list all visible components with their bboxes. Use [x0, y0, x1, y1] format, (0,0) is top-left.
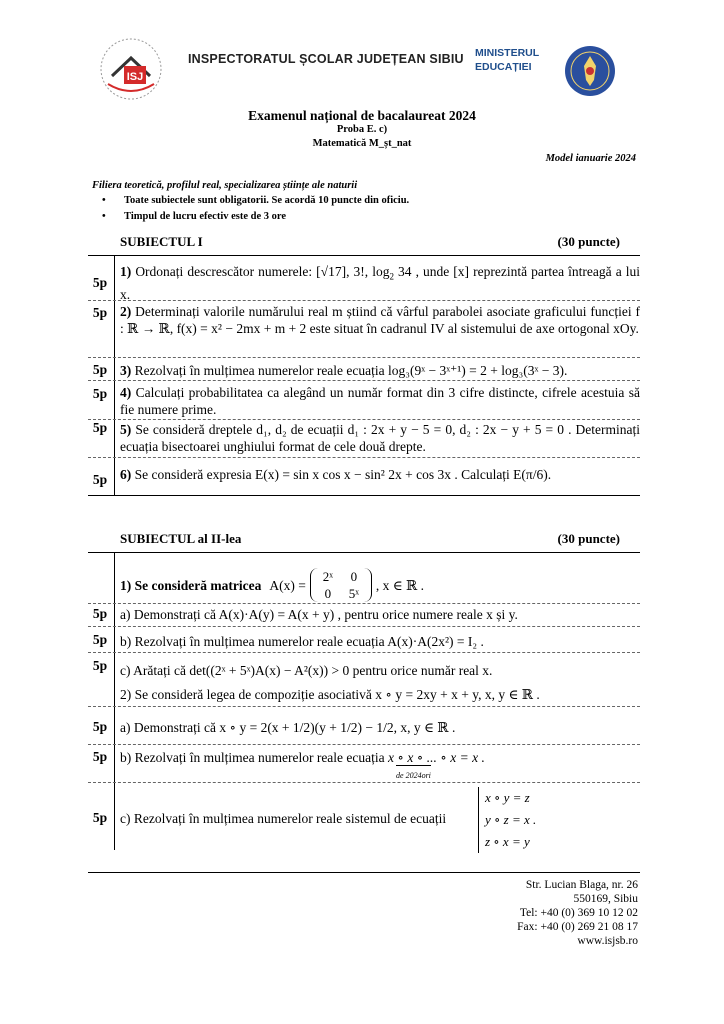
item-points: 5p	[92, 810, 108, 825]
matrix-cell: 5ˣ	[348, 586, 359, 601]
repeated-composition	[388, 749, 485, 780]
equation-system	[478, 787, 536, 853]
subject2-item-2b	[120, 749, 640, 780]
divider	[88, 744, 640, 745]
system-eq: y ∘ z = x .	[485, 812, 537, 827]
bullet-text: Timpul de lucru efectiv este de 3 ore	[124, 211, 287, 222]
subject1-points: (30 puncte)	[557, 234, 620, 249]
subject1-item-5: 5) Se consideră dreptele d₁, d₂ de ecuații d₁ : 2x + y − 5 = 0, d₂ : 2x − y + 5 = 0 . Determinați ecuația bisectoarei unghiului format de cele două drepte.	[120, 422, 641, 454]
subject1-item-1: 1) Ordonați descrescător numerele: [√17], 3!, $\log_2 34$ , unde [x] reprezintă partea întreagă a lui x.	[120, 264, 641, 302]
bullet-text: Toate subiectele sunt obligatorii. Se acordă 10 puncte din oficiu.	[124, 195, 410, 206]
item-points: 5p	[92, 386, 108, 401]
institution-name: INSPECTORATUL ȘCOLAR JUDEȚEAN SIBIU	[188, 52, 464, 66]
divider	[88, 457, 640, 458]
svg-text:ISJ: ISJ	[126, 71, 144, 83]
intro-text: 1) Se consideră matricea	[120, 577, 262, 593]
exam-subject	[0, 138, 724, 149]
subject1-title: SUBIECTUL I	[120, 234, 203, 249]
isj-logo	[98, 36, 164, 102]
divider	[88, 652, 640, 653]
composition-expr: x ∘ x ∘ ... ∘ x = x .	[388, 750, 485, 765]
subject1-points-column-rule	[114, 255, 115, 495]
filiera-text: Filiera teoretică, profilul real, specializarea științe ale naturii	[92, 180, 358, 191]
matrix-cell: 0	[350, 569, 358, 584]
footer-line: Fax: +40 (0) 269 21 08 17	[517, 921, 638, 933]
item-points: 5p	[92, 362, 108, 377]
subject2-intro-2: 2) Se consideră legea de compoziție asociativă x ∘ y = 2xy + x + y, x, y ∈ ℝ .	[120, 687, 540, 702]
subject2-top-rule	[88, 552, 640, 553]
instruction-bullet-1: • Toate subiectele sunt obligatorii. Se acordă 10 puncte din oficiu.	[102, 195, 410, 206]
divider	[88, 300, 640, 301]
footer-rule	[88, 872, 640, 873]
ministry-name	[475, 46, 539, 74]
divider	[88, 603, 640, 604]
divider	[88, 706, 640, 707]
item-points: 5p	[92, 420, 108, 435]
divider	[88, 380, 640, 381]
subject2-points: (30 puncte)	[557, 531, 620, 546]
composition-underbrace-label: de 2024ori	[396, 765, 431, 784]
instruction-bullet-2: • Timpul de lucru efectiv este de 3 ore	[102, 211, 287, 222]
subject1-item-2: 2) Determinați valorile numărului real m știind că vârful parabolei asociate graficului funcției f : ℝ → ℝ, f(x) = x² − 2mx + m + 2 este situat în cadranul IV al sistemului de axe ortogonal xOy.	[120, 304, 640, 336]
item-points: 5p	[92, 749, 108, 764]
item-points: 5p	[92, 275, 108, 290]
subject2-item-1b: b) Rezolvați în mulțimea numerelor reale ecuația A(x)·A(2x²) = I₂ .	[120, 634, 484, 649]
subject1-item-3: 3) Rezolvați în mulțimea numerelor reale ecuația log₃(9ˣ − 3ˣ⁺¹) = 2 + log₃(3ˣ − 3).	[120, 363, 568, 378]
exam-subject-text: Matematică M_șt_nat	[312, 138, 412, 149]
footer-line: 550169, Sibiu	[573, 893, 638, 905]
item-points: 5p	[92, 305, 108, 320]
matrix-tail: , x ∈ ℝ .	[375, 577, 425, 593]
subject2-points-column-rule	[114, 552, 115, 850]
footer-line: Str. Lucian Blaga, nr. 26	[525, 879, 638, 891]
matrix-cell: 0	[324, 586, 332, 601]
item-points: 5p	[92, 472, 108, 487]
subject2-item-2c: c) Rezolvați în mulțimea numerelor reale sistemul de ecuații	[120, 811, 447, 826]
subject1-bottom-rule	[88, 495, 640, 496]
divider	[88, 357, 640, 358]
subject1-top-rule	[88, 255, 640, 256]
matrix	[310, 568, 372, 602]
subject2-title: SUBIECTUL al II-lea	[120, 531, 242, 546]
exam-proba: Proba E. c)	[336, 124, 388, 135]
matrix-cell: 2ˣ	[322, 569, 333, 584]
exam-model: Model ianuarie 2024	[545, 153, 636, 164]
system-eq: x ∘ y = z	[485, 790, 530, 805]
subject2-item-2a: a) Demonstrați că x ∘ y = 2(x + 1/2)(y + 1/2) − 1/2, x, y ∈ ℝ .	[120, 720, 456, 735]
ministry-line-2: EDUCAȚIEI	[475, 61, 532, 73]
item-points: 5p	[92, 606, 108, 621]
divider	[88, 782, 640, 783]
government-seal	[563, 44, 617, 98]
subject1-item-4: 4) Calculați probabilitatea ca alegând un număr format din 3 cifre distincte, cifrele acestuia să fie numere prime.	[120, 385, 641, 417]
divider	[88, 626, 640, 627]
item-points: 5p	[92, 658, 108, 673]
subject1-item-6: 6) Se consideră expresia E(x) = sin x cos x − sin² 2x + cos 3x . Calculați E(π/6).	[120, 467, 552, 482]
footer-line: Tel: +40 (0) 369 10 12 02	[519, 907, 638, 919]
item-points: 5p	[92, 719, 108, 734]
exam-title: Examenul național de bacalaureat 2024	[248, 108, 476, 123]
divider	[88, 419, 640, 420]
footer-address	[517, 878, 638, 948]
item-text: b) Rezolvați în mulțimea numerelor reale ecuația	[120, 750, 385, 765]
subject2-item-1c: c) Arătați că det((2ˣ + 5ˣ)A(x) − A²(x)) > 0 pentru orice număr real x.	[120, 663, 493, 678]
subject2-intro-1	[120, 568, 640, 602]
matrix-lhs: A(x) =	[269, 577, 306, 593]
footer-line: www.isjsb.ro	[577, 935, 638, 947]
subject2-item-1a: a) Demonstrați că A(x)·A(y) = A(x + y) , pentru orice numere reale x și y.	[120, 607, 518, 622]
ministry-line-1: MINISTERUL	[475, 47, 540, 59]
item-points: 5p	[92, 632, 108, 647]
system-eq: z ∘ x = y	[485, 834, 530, 849]
